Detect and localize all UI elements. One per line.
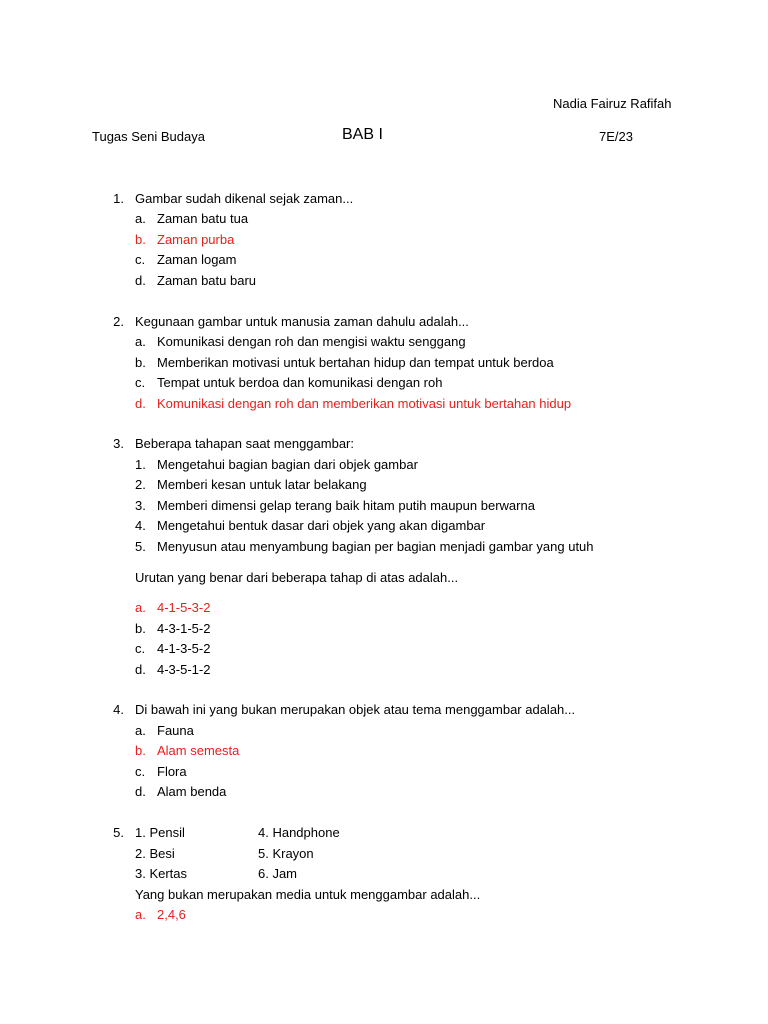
question-text: Kegunaan gambar untuk manusia zaman dahulu adalah... (135, 314, 469, 329)
option-mark: b. (135, 621, 146, 636)
option-text: Memberikan motivasi untuk bertahan hidup dan tempat untuk berdoa (157, 355, 554, 370)
option-mark: c. (135, 764, 146, 779)
question-number: 1. (113, 191, 124, 206)
media-item: 5. Krayon (258, 846, 314, 861)
option-mark-answer: b. (135, 232, 146, 247)
student-name: Nadia Fairuz Rafifah (553, 96, 672, 111)
option-text: Zaman batu baru (157, 273, 257, 288)
option-text: 4-3-5-1-2 (157, 662, 211, 677)
step-text: Memberi dimensi gelap terang baik hitam putih maupun berwarna (157, 498, 535, 513)
step-mark: 4. (135, 518, 146, 533)
media-item: 3. Kertas (135, 866, 188, 881)
question-text: Gambar sudah dikenal sejak zaman... (135, 191, 354, 206)
option-text: 4-3-1-5-2 (157, 621, 211, 636)
question-text: Di bawah ini yang bukan merupakan objek atau tema menggambar adalah... (135, 702, 576, 717)
step-mark: 2. (135, 477, 146, 492)
option-mark: c. (135, 641, 146, 656)
option-mark: c. (135, 375, 146, 390)
step-text: Mengetahui bentuk dasar dari objek yang akan digambar (157, 518, 486, 533)
chapter-title: BAB I (342, 126, 383, 143)
media-item: 2. Besi (135, 846, 175, 861)
option-text: Fauna (157, 723, 194, 738)
option-text: Zaman batu tua (157, 211, 249, 226)
option-mark: b. (135, 355, 146, 370)
question-number: 3. (113, 436, 124, 451)
step-mark: 3. (135, 498, 146, 513)
question-number: 5. (113, 825, 124, 840)
option-text-answer: 4-1-5-3-2 (157, 600, 211, 615)
step-text: Menyusun atau menyambung bagian per bagian menjadi gambar yang utuh (157, 539, 594, 554)
question-text: Beberapa tahapan saat menggambar: (135, 436, 354, 451)
option-text: 4-1-3-5-2 (157, 641, 211, 656)
step-mark: 1. (135, 457, 146, 472)
class-number: 7E/23 (599, 129, 633, 144)
option-mark: d. (135, 662, 146, 677)
option-text-answer: Komunikasi dengan roh dan memberikan motivasi untuk bertahan hidup (157, 396, 572, 411)
option-text: Tempat untuk berdoa dan komunikasi dengan roh (157, 375, 443, 390)
option-mark-answer: d. (135, 396, 146, 411)
option-mark: d. (135, 273, 146, 288)
step-mark: 5. (135, 539, 146, 554)
subject-title: Tugas Seni Budaya (92, 129, 205, 144)
option-mark-answer: a. (135, 600, 146, 615)
media-item: 1. Pensil (135, 825, 185, 840)
step-text: Mengetahui bagian bagian dari objek gambar (157, 457, 418, 472)
option-text: Zaman logam (157, 252, 237, 267)
option-text: Flora (157, 764, 187, 779)
question-number: 4. (113, 702, 124, 717)
option-mark: d. (135, 784, 146, 799)
option-text-answer: 2,4,6 (157, 907, 186, 922)
option-text-answer: Zaman purba (157, 232, 235, 247)
question-subtext: Urutan yang benar dari beberapa tahap di atas adalah... (135, 570, 459, 585)
option-mark: a. (135, 211, 146, 226)
option-mark: a. (135, 723, 146, 738)
option-mark-answer: b. (135, 743, 146, 758)
option-mark: a. (135, 334, 146, 349)
option-text: Komunikasi dengan roh dan mengisi waktu senggang (157, 334, 466, 349)
option-text-answer: Alam semesta (157, 743, 240, 758)
question-text: Yang bukan merupakan media untuk menggambar adalah... (135, 887, 481, 902)
option-mark-answer: a. (135, 907, 146, 922)
option-text: Alam benda (157, 784, 227, 799)
media-item: 4. Handphone (258, 825, 340, 840)
question-number: 2. (113, 314, 124, 329)
step-text: Memberi kesan untuk latar belakang (157, 477, 367, 492)
media-item: 6. Jam (258, 866, 298, 881)
option-mark: c. (135, 252, 146, 267)
